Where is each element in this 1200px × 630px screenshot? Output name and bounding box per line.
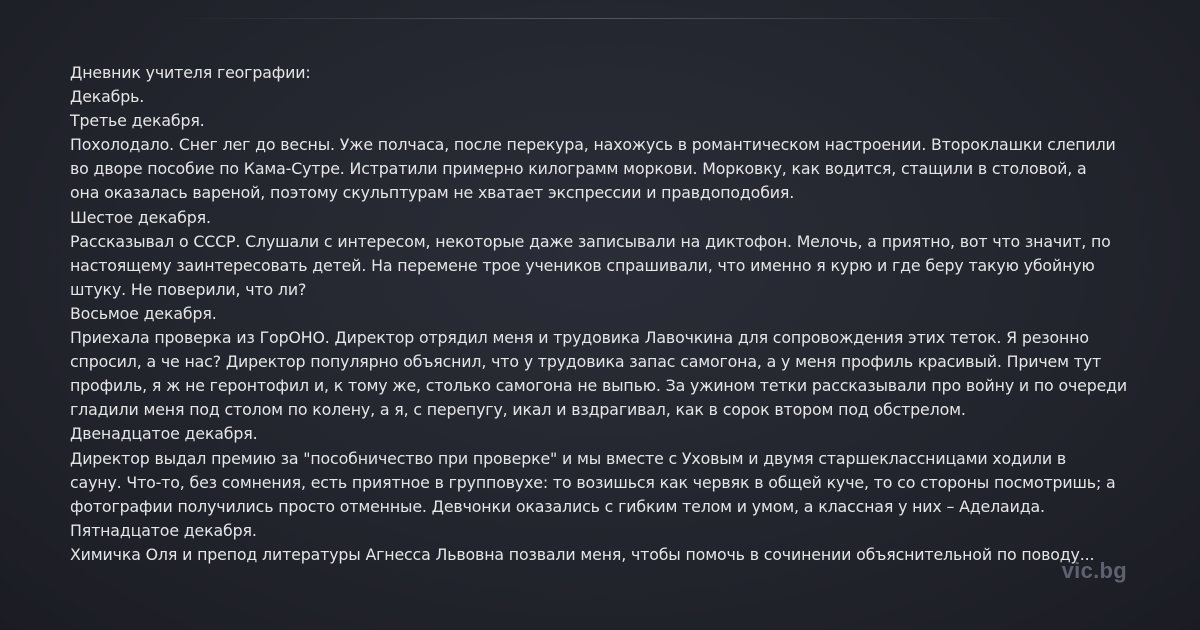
text-line: спросил, а че нас? Директор популярно объяснил, что у трудовика запас самогона, а у меня профиль красивый. Причем тут xyxy=(70,352,1102,372)
text-line: Третье декабря. xyxy=(70,111,205,131)
text-line: гладили меня под столом по колену, а я, с перепугу, икал и вздрагивал, как в сорок втором под обстрелом. xyxy=(70,400,966,420)
text-line: фотографии получились просто отменные. Девчонки оказались с гибким телом и умом, а классная у них – Аделаида. xyxy=(70,496,1045,516)
text-line: Пятнадцатое декабря. xyxy=(70,520,257,540)
text-line: профиль, я ж не геронтофил и, к тому же, столько самогона не выпью. За ужином тетки рассказывали про войну и по очереди xyxy=(70,376,1128,396)
text-line: Химичка Оля и препод литературы Агнесса Львовна позвали меня, чтобы помочь в сочинении объяснительной по поводу... xyxy=(70,544,1095,564)
text-line: сауну. Что-то, без сомнения, есть приятное в групповухе: то возишься как червяк в общей куче, то со стороны посмотришь; а xyxy=(70,472,1116,492)
top-divider xyxy=(170,18,1030,19)
text-line: Директор выдал премию за "пособничество при проверке" и мы вместе с Уховым и двумя старшеклассницами ходили в xyxy=(70,448,1067,468)
text-line: она оказалась вареной, поэтому скульптурам не хватает экспрессии и правдоподобия. xyxy=(70,183,795,203)
text-line: штуку. Не поверили, что ли? xyxy=(70,279,307,299)
text-line: Восьмое декабря. xyxy=(70,303,217,323)
text-line: Приехала проверка из ГорОНО. Директор отрядил меня и трудовика Лавочкина для сопровождения этих теток. Я резонно xyxy=(70,328,1089,348)
text-line: Двенадцатое декабря. xyxy=(70,424,258,444)
text-line: во дворе пособие по Кама-Сутре. Истратили примерно килограмм моркови. Морковку, как водится, стащили в столовой, а xyxy=(70,159,1087,179)
site-watermark: vic.bg xyxy=(1061,558,1127,583)
text-line: Рассказывал о СССР. Слушали с интересом, некоторые даже записывали на диктофон. Мелочь, а приятно, вот что значит, по xyxy=(70,231,1111,251)
text-line: Шестое декабря. xyxy=(70,207,211,227)
text-line: Похолодало. Снег лег до весны. Уже полчаса, после перекура, нахожусь в романтическом настроении. Второклашки слепили xyxy=(70,135,1116,155)
text-line: Декабрь. xyxy=(70,87,145,107)
text-line: настоящему заинтересовать детей. На перемене трое учеников спрашивали, что именно я курю и где беру такую убойную xyxy=(70,255,1095,275)
text-line: Дневник учителя географии: xyxy=(70,63,311,82)
post-text xyxy=(70,61,1128,567)
